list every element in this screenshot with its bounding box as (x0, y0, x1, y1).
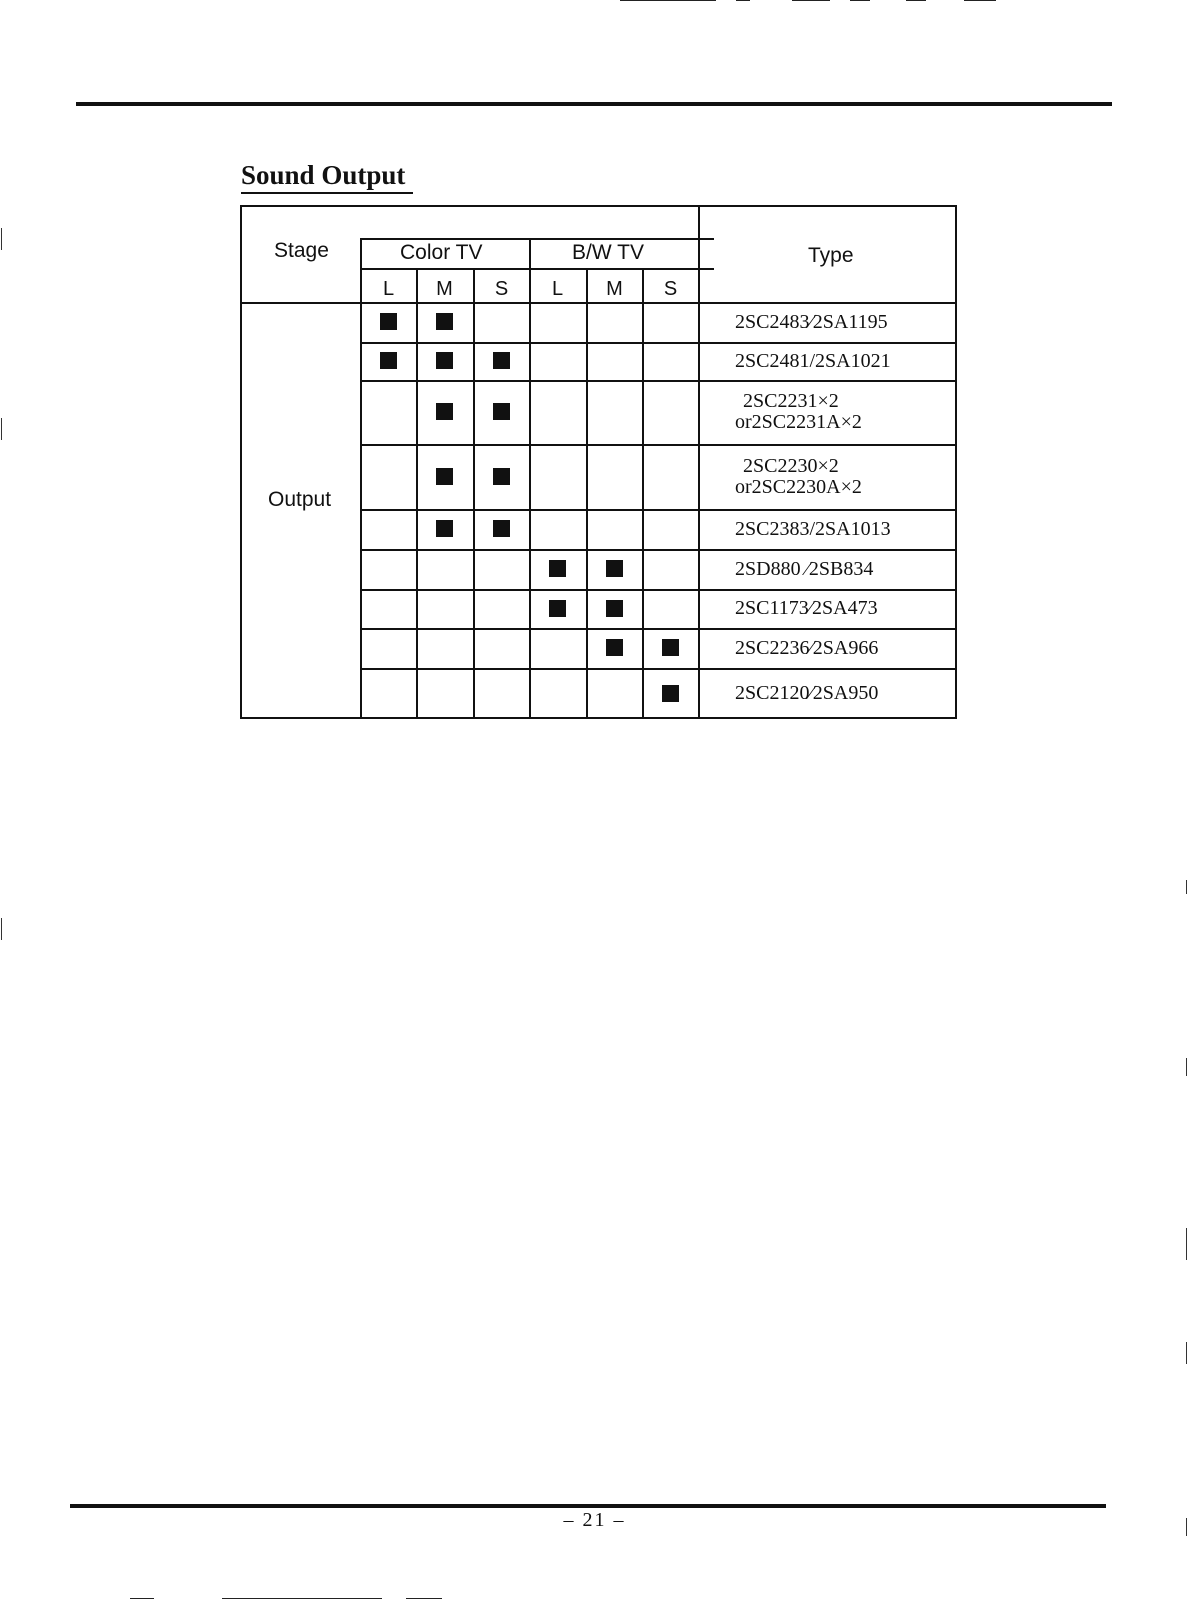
row-rule (360, 549, 957, 551)
transistor-type-line: 2SC2236∕2SA966 (735, 636, 879, 659)
filled-square-mark (436, 468, 453, 485)
header-size-bw-m: M (606, 278, 623, 300)
transistor-type (735, 683, 955, 704)
header-size-color-s: S (494, 278, 509, 300)
filled-square-mark (493, 520, 510, 537)
transistor-type (735, 559, 955, 580)
row-rule (360, 628, 957, 630)
filled-square-mark (606, 600, 623, 617)
transistor-type-line: 2SC2231×2 (743, 390, 839, 412)
filled-square-mark (380, 352, 397, 369)
scan-artifact (736, 0, 750, 1)
scan-artifact (222, 1598, 382, 1599)
filled-square-mark (436, 403, 453, 420)
transistor-type (735, 519, 955, 540)
header-stage: Stage (274, 239, 329, 262)
row-rule (360, 380, 957, 382)
transistor-type (735, 598, 955, 619)
row-rule (360, 342, 957, 344)
header-size-bw-l: L (551, 278, 564, 300)
filled-square-mark (662, 685, 679, 702)
row-rule (360, 509, 957, 511)
header-type: Type (808, 244, 854, 267)
filled-square-mark (606, 560, 623, 577)
sound-output-table (240, 205, 957, 719)
header-size-color-m: M (436, 278, 453, 300)
header-size-color-l: L (382, 278, 395, 300)
transistor-type-line: or2SC2231A×2 (735, 411, 862, 433)
header-color-tv: Color TV (400, 241, 483, 264)
filled-square-mark (436, 520, 453, 537)
header-size-rule (360, 268, 714, 270)
transistor-type-line: or2SC2230A×2 (735, 475, 862, 498)
scan-artifact (1186, 1342, 1187, 1364)
scan-artifact (406, 1598, 442, 1599)
filled-square-mark (436, 352, 453, 369)
filled-square-mark (662, 639, 679, 656)
transistor-type (735, 456, 955, 498)
filled-square-mark (493, 403, 510, 420)
transistor-type (735, 351, 955, 372)
scan-artifact (964, 0, 996, 1)
header-bottom-rule (240, 302, 957, 304)
transistor-type (735, 638, 955, 659)
scan-artifact (850, 0, 870, 1)
column-rule (642, 268, 644, 719)
scan-artifact (906, 0, 926, 1)
top-rule (76, 102, 1112, 106)
scan-artifact (792, 0, 830, 1)
transistor-type-line: 2SC1173∕2SA473 (735, 597, 878, 619)
page-title: Sound Output (241, 158, 413, 194)
scan-artifact (1186, 1228, 1187, 1260)
transistor-type-line: 2SC2120∕2SA950 (735, 682, 879, 704)
transistor-type-line: 2SC2383/2SA1013 (735, 517, 891, 540)
scan-artifact (1186, 880, 1187, 894)
transistor-type-line: 2SC2483∕2SA1195 (735, 310, 888, 333)
row-rule (360, 589, 957, 591)
column-rule (473, 268, 475, 719)
transistor-type-line: 2SD880 ∕2SB834 (735, 557, 874, 580)
column-rule (586, 268, 588, 719)
filled-square-mark (380, 313, 397, 330)
scan-artifact (1, 228, 2, 250)
header-size-bw-s: S (663, 278, 678, 300)
scan-artifact (620, 0, 716, 1)
header-group-rule (360, 238, 714, 240)
header-bw-tv: B/W TV (572, 241, 644, 264)
group-divider-rule (529, 238, 531, 719)
transistor-type (735, 312, 955, 333)
row-rule (360, 444, 957, 446)
filled-square-mark (493, 468, 510, 485)
scan-artifact (1, 418, 2, 440)
filled-square-mark (549, 560, 566, 577)
scan-artifact (1186, 1058, 1187, 1076)
filled-square-mark (606, 639, 623, 656)
stage-output-label: Output (268, 488, 332, 511)
transistor-type (735, 391, 955, 433)
column-rule (416, 268, 418, 719)
filled-square-mark (549, 600, 566, 617)
transistor-type-line: 2SC2481/2SA1021 (735, 349, 891, 372)
page-number: – 21 – (563, 1509, 626, 1531)
scan-artifact (1, 918, 2, 940)
transistor-type-line: 2SC2230×2 (743, 454, 839, 477)
row-rule (360, 668, 957, 670)
stage-column-rule (360, 238, 362, 719)
filled-square-mark (493, 352, 510, 369)
filled-square-mark (436, 313, 453, 330)
scan-artifact (130, 1598, 154, 1599)
